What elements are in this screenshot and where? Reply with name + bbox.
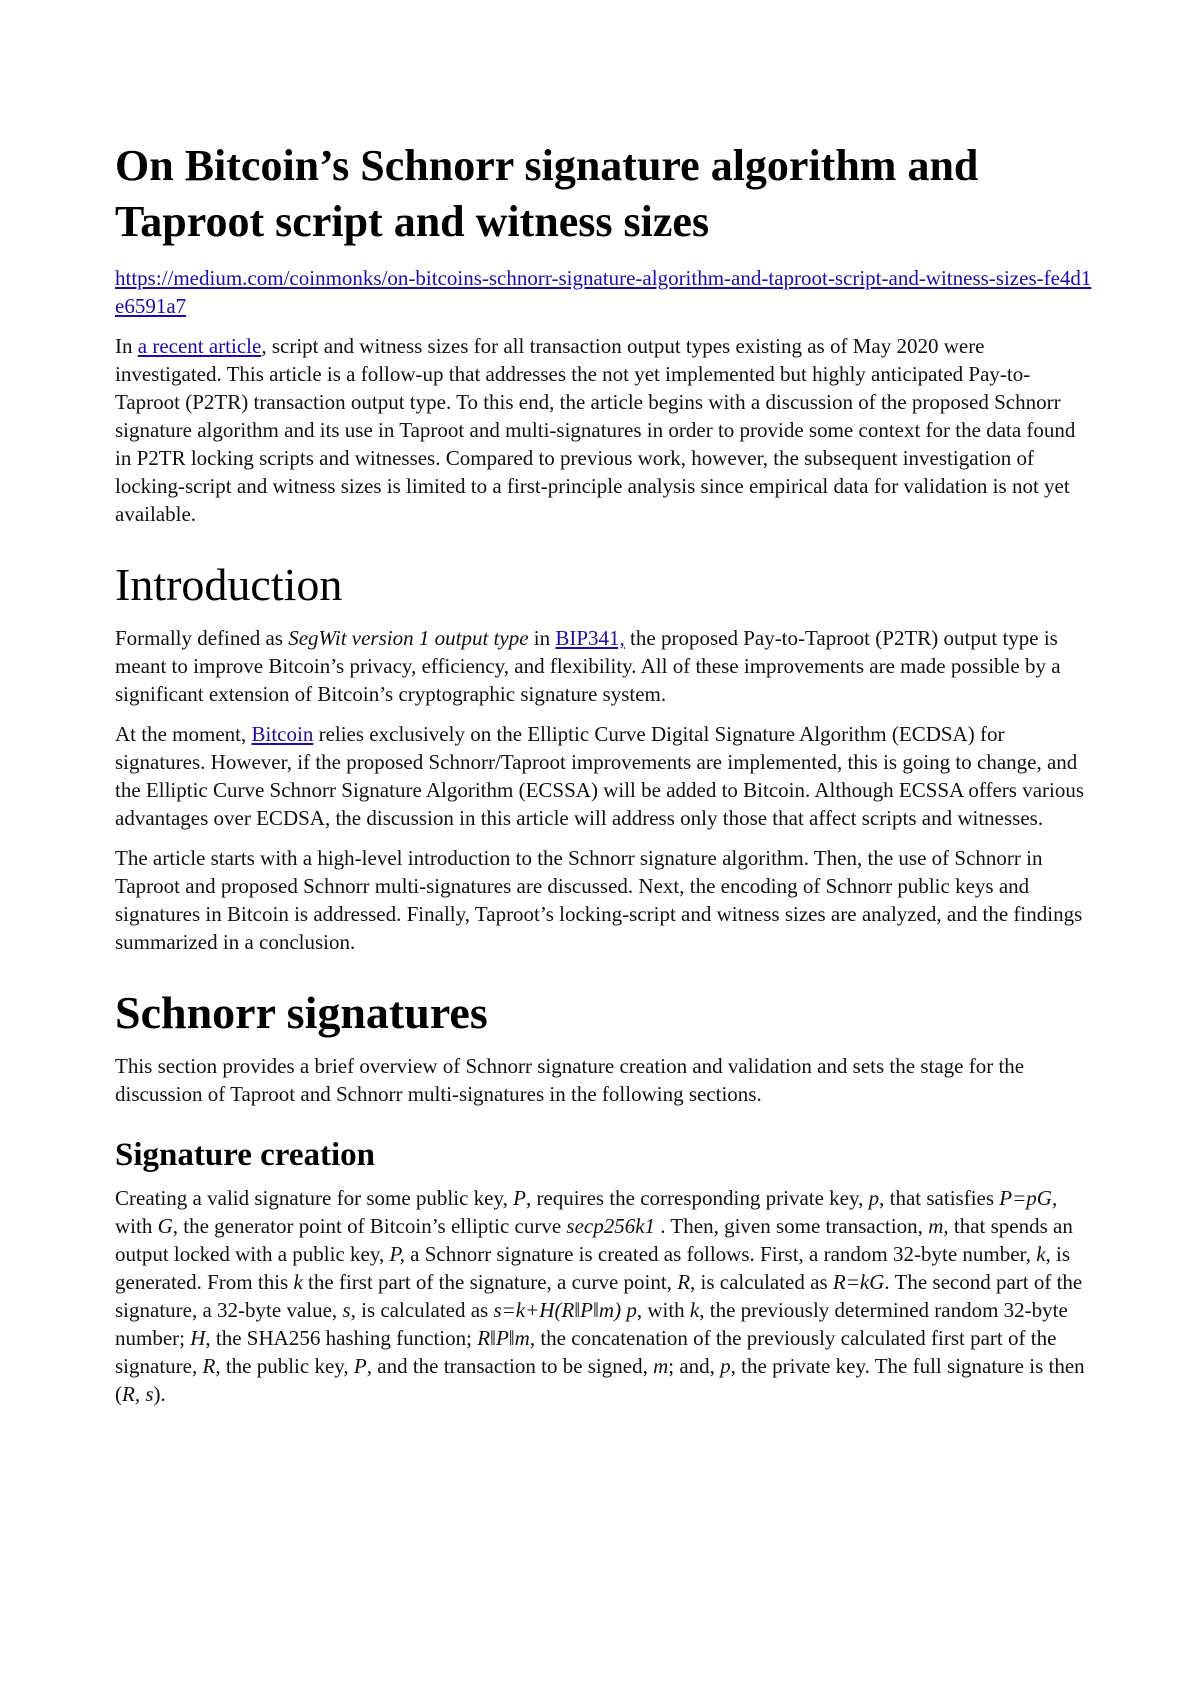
intro-paragraph: In a recent article, script and witness sizes for all transaction output types existing as of May 2020 were investigated. This article is a follow-up that addresses the not yet implemented but highly anticipated Pay-to-Taproot (P2TR) transaction output type. To this end, the article begins with a discussion of the proposed Schnorr signature algorithm and its use in Taproot and multi-signatures in order to provide some context for the data found in P2TR locking scripts and witnesses. Compared to previous work, however, the subsequent investigation of locking-script and witness sizes is limited to a first-principle analysis since empirical data for validation is not yet available.: [115, 334, 1076, 526]
recent-article-link[interactable]: a recent article: [137, 334, 262, 358]
signature-creation-paragraph: Creating a valid signature for some public key, P, requires the corresponding private key, p, that satisfies P=pG, with G, the generator point of Bitcoin’s elliptic curve secp256k1 . Then, given some transaction, m, that spends an output locked with a public key, P, a Schnorr signature is created as follows. First, a random 32-byte number, k, is generated. From this k the first part of the signature, a curve point, R, is calculated as R=kG. The second part of the signature, a 32-byte value, s, is calculated as s=k+H(R‖P‖m) p, with k, the previously determined random 32-byte number; H, the SHA256 hashing function; R‖P‖m, the concatenation of the previously calculated first part of the signature, R, the public key, P, and the transaction to be signed, m; and, p, the private key. The full signature is then (R, s).: [115, 1186, 1085, 1406]
introduction-paragraph-1: Formally defined as SegWit version 1 output type in BIP341, the proposed Pay-to-Taproot (P2TR) output type is meant to improve Bitcoin’s privacy, efficiency, and flexibility. All of these improvements are made possible by a significant extension of Bitcoin’s cryptographic signature system.: [115, 626, 1061, 706]
signature-pair: R, s: [122, 1382, 154, 1406]
equation-curve-point: R=kG: [832, 1270, 885, 1294]
source-url-link[interactable]: https://medium.com/coinmonks/on-bitcoins-schnorr-signature-algorithm-and-taproot-script-and-witness-sizes-fe4d1e6591a7: [115, 266, 1092, 318]
concatenation-expression: R‖P‖m,: [477, 1326, 536, 1350]
curve-name: secp256k1: [566, 1214, 656, 1238]
equation-s-value: s=k+H(R‖P‖m) p: [493, 1298, 637, 1322]
document-page: [115, 138, 1095, 1420]
introduction-paragraph-2: At the moment, Bitcoin relies exclusively on the Elliptic Curve Digital Signature Algorithm (ECDSA) for signatures. However, if the proposed Schnorr/Taproot improvements are implemented, this is going to change, and the Elliptic Curve Schnorr Signature Algorithm (ECSSA) will be added to Bitcoin. Although ECSSA offers various advantages over ECDSA, the discussion in this article will address only those that affect scripts and witnesses.: [115, 722, 1085, 830]
source-url-paragraph: [115, 264, 1095, 320]
schnorr-paragraph-1: This section provides a brief overview of Schnorr signature creation and validation and sets the stage for the discussion of Taproot and Schnorr multi-signatures in the following sections.: [115, 1054, 1025, 1106]
schnorr-signatures-heading: Schnorr signatures: [115, 987, 488, 1038]
introduction-paragraph-3: The article starts with a high-level introduction to the Schnorr signature algorithm. Then, the use of Schnorr in Taproot and proposed Schnorr multi-signatures are discussed. Next, the encoding of Schnorr public keys and signatures in Bitcoin is addressed. Finally, Taproot’s locking-script and witness sizes are analyzed, and the findings summarized in a conclusion.: [115, 846, 1083, 954]
page-title: On Bitcoin’s Schnorr signature algorithm and Taproot script and witness sizes: [115, 141, 979, 246]
signature-creation-heading: Signature creation: [115, 1137, 376, 1173]
bitcoin-link[interactable]: Bitcoin: [251, 722, 314, 746]
equation-public-key: P=pG: [999, 1186, 1052, 1210]
bip341-link[interactable]: BIP341,: [555, 626, 625, 650]
introduction-heading: Introduction: [115, 559, 343, 610]
